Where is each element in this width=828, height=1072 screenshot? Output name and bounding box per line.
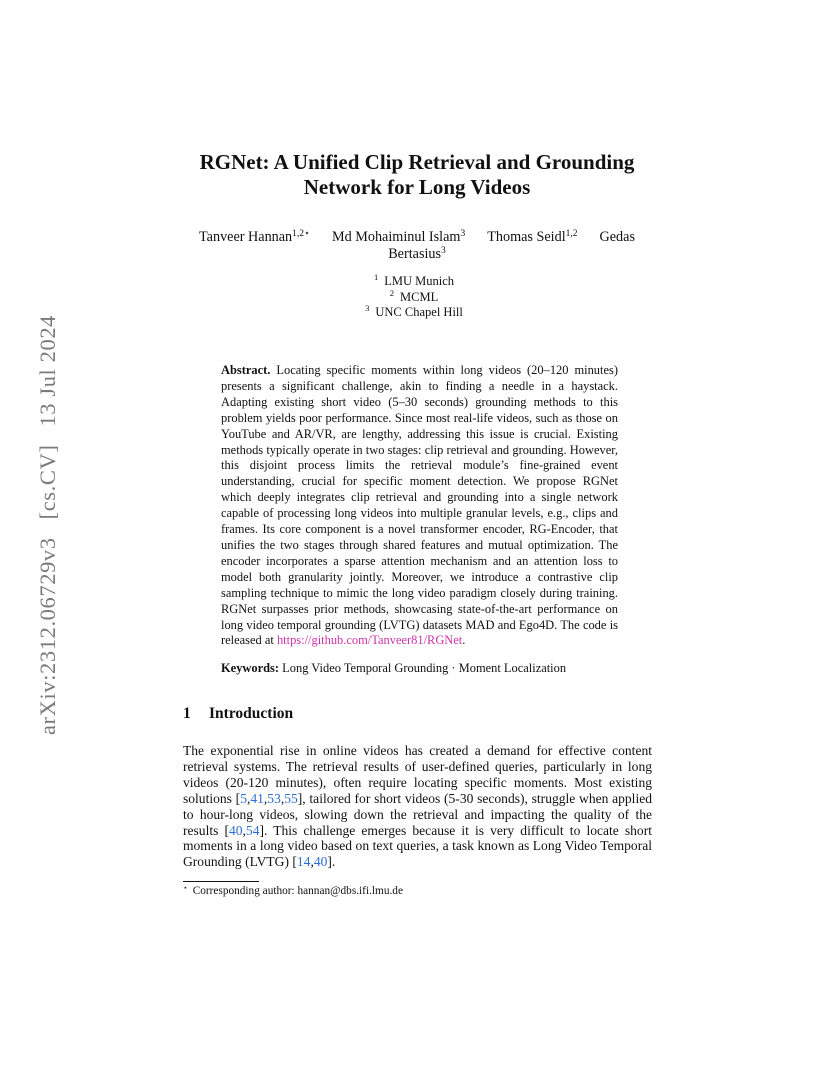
affil-mark: 1 <box>373 272 379 282</box>
author-4-last <box>388 246 446 262</box>
abstract-label: Abstract. <box>221 363 271 377</box>
author-affil-marks: 3 <box>460 229 466 239</box>
footnote-mark: ⋆ <box>183 883 188 892</box>
author-name: Bertasius <box>388 246 442 262</box>
keywords-label: Keywords: <box>221 661 280 675</box>
citation-link[interactable]: 14 <box>296 854 311 870</box>
code-link[interactable]: https://github.com/Tanveer81/RGNet <box>276 633 463 648</box>
citation-separator: , <box>310 854 314 870</box>
section-title: Introduction <box>209 705 294 722</box>
intro-text: The exponential rise in online videos has created a demand for effective content retrieval systems. The retrieval results of user-defined queries, particularly in long videos (20-120 minutes), often require locating specific moments. Most existing solutions [ <box>183 743 652 806</box>
author-2 <box>332 229 465 245</box>
author-3 <box>487 229 577 245</box>
affil-name: LMU Munich <box>384 274 455 288</box>
affiliation-1 <box>330 274 498 290</box>
affil-mark: 3 <box>365 303 370 313</box>
footnote-rule <box>183 881 259 882</box>
intro-text: ]. This challenge emerges because it is very difficult to locate short moments in a long video based on text queries, a task known as Long Video Temporal Grounding (LVTG) [ <box>183 822 652 870</box>
citation-separator: , <box>280 790 285 806</box>
arxiv-category: [cs.CV] <box>35 444 60 520</box>
footnote-text: Corresponding author: hannan@dbs.ifi.lmu.de <box>192 885 403 897</box>
affil-name: UNC Chapel Hill <box>375 305 463 319</box>
title-line-2: Network for Long Videos <box>303 175 531 199</box>
arxiv-id[interactable]: arXiv:2312.06729v3 <box>35 537 60 736</box>
affiliation-list <box>330 274 498 321</box>
affil-mark: 2 <box>389 287 395 298</box>
author-4-first <box>600 229 635 245</box>
arxiv-date: 13 Jul 2024 <box>35 314 60 427</box>
abstract-end: . <box>462 633 466 648</box>
keywords <box>221 661 618 677</box>
citation-link[interactable]: 55 <box>284 790 298 806</box>
citation-link[interactable]: 41 <box>250 790 264 806</box>
citation-link[interactable]: 53 <box>267 790 281 806</box>
arxiv-stamp <box>35 315 61 735</box>
paper-title <box>150 150 684 200</box>
intro-text: ], tailored for short videos (5-30 seconds), struggle when applied to hour-long videos, slowing down the retrieval and impacting the quality of the results [ <box>183 790 652 838</box>
intro-text: ]. <box>327 854 336 870</box>
citation-separator: , <box>246 790 251 806</box>
author-name: Thomas Seidl <box>487 229 566 245</box>
author-name: Tanveer Hannan <box>199 229 293 245</box>
affiliation-3 <box>330 305 498 321</box>
author-affil-marks: 1,2⋆ <box>292 229 310 239</box>
keywords-text: Long Video Temporal Grounding · Moment Localization <box>282 661 567 675</box>
affil-name: MCML <box>400 289 439 304</box>
citation-separator: , <box>242 822 246 838</box>
author-line-1 <box>182 229 652 246</box>
author-affil-marks: 3 <box>441 246 446 256</box>
abstract-text: Locating specific moments within long videos (20–120 minutes) presents a significant challenge, akin to finding a needle in a haystack. Adapting existing short video (5–30 seconds) grounding methods to this problem yields poor performance. Since most real-life videos, such as those on YouTube and AR/VR, are lengthy, addressing this issue is crucial. Existing methods typically operate in two stages: clip retrieval and grounding. However, this disjoint process limits the retrieval module’s fine-grained event understanding, crucial for specific moment detection. We propose RGNet which deeply integrates clip retrieval and grounding into a single network capable of processing long videos into multiple granular levels, e.g., clips and frames. Its core component is a novel transformer encoder, RG-Encoder, that unifies the two stages through shared features and mutual optimization. The encoder incorporates a sparse attention mechanism and an attention loss to model both granularity jointly. Moreover, we introduce a contrastive clip sampling technique to mimic the long video paradigm closely during training. RGNet surpasses prior methods, showcasing state-of-the-art performance on long video temporal grounding (LVTG) datasets MAD and Ego4D. The code is released at <box>221 363 618 648</box>
citation-separator: , <box>263 790 268 806</box>
author-1 <box>199 229 310 245</box>
footnote <box>183 884 403 898</box>
section-number: 1 <box>183 705 191 722</box>
citation-link[interactable]: 40 <box>228 822 243 838</box>
affiliation-2 <box>330 287 498 306</box>
author-name: Md Mohaiminul Islam <box>331 229 461 245</box>
citation-link[interactable]: 5 <box>240 790 247 806</box>
section-heading <box>183 705 293 723</box>
intro-paragraph <box>183 743 652 870</box>
author-line-2 <box>182 246 652 263</box>
citation-link[interactable]: 40 <box>313 854 328 870</box>
abstract <box>221 363 618 649</box>
author-name: Gedas <box>599 229 635 245</box>
author-affil-marks: 1,2 <box>565 229 578 239</box>
author-list <box>182 229 652 263</box>
title-line-1: RGNet: A Unified Clip Retrieval and Grounding <box>199 150 635 174</box>
citation-link[interactable]: 54 <box>245 822 260 838</box>
